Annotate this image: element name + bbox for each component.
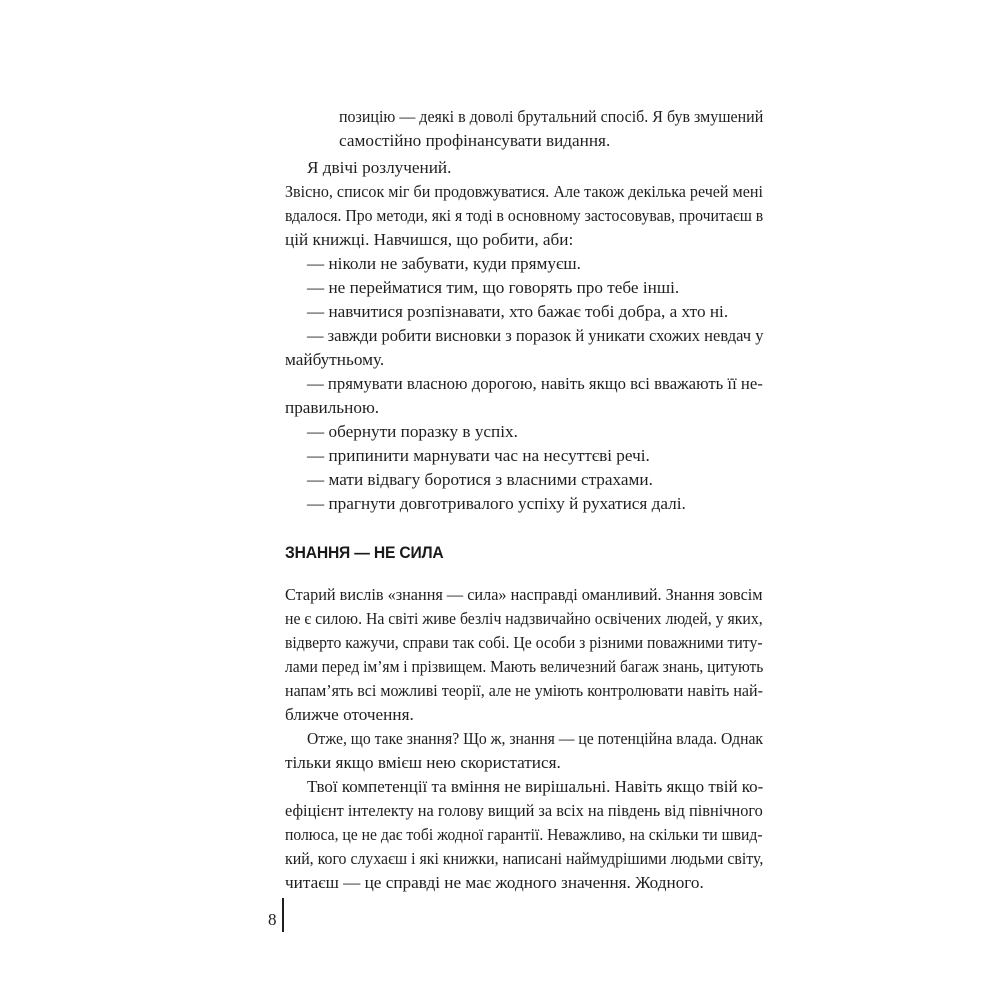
text-line: не є силою. На світі живе безліч надзвичайно освічених людей, у яких,	[285, 609, 763, 628]
text-line: ближче оточення.	[285, 705, 414, 724]
text-line: позицію — деякі в доволі брутальний спосіб. Я був змушений	[339, 107, 764, 126]
text-line: Твої компетенції та вміння не вирішальні. Навіть якщо твій ко-	[307, 777, 764, 796]
list-item: — ніколи не забувати, куди прямуєш.	[307, 254, 581, 273]
text-line: напам’ять всі можливі теорії, але не уміють контролювати навіть най-	[285, 681, 763, 700]
list-item: — припинити марнувати час на несуттєві речі.	[307, 446, 650, 465]
text-line: лами перед ім’ям і прізвищем. Мають величезний багаж знань, цитують	[285, 657, 764, 676]
text-line: Отже, що таке знання? Що ж, знання — це потенційна влада. Однак	[307, 729, 764, 748]
list-item: — прямувати власною дорогою, навіть якщо всі вважають її не-	[307, 374, 763, 393]
text-line: кий, кого слухаєш і які книжки, написані наймудрішими людьми світу,	[285, 849, 764, 868]
text-line: Я двічі розлучений.	[307, 158, 452, 177]
list-item: — не перейматися тим, що говорять про тебе інші.	[307, 278, 680, 297]
list-item: — мати відвагу боротися з власними страхами.	[307, 470, 653, 489]
section-heading: ЗНАННЯ — НЕ СИЛА	[285, 543, 444, 562]
page-number: 8	[268, 910, 277, 929]
text-line: Старий вислів «знання — сила» насправді оманливий. Знання зовсім	[285, 585, 763, 604]
list-item: — навчитися розпізнавати, хто бажає тобі добра, а хто ні.	[307, 302, 729, 321]
book-page	[285, 0, 763, 1000]
text-line: цій книжці. Навчишся, що робити, аби:	[285, 230, 574, 249]
text-line: самостійно профінансувати видання.	[339, 131, 611, 150]
list-item: — прагнути довготривалого успіху й рухатися далі.	[307, 494, 686, 513]
list-item: — завжди робити висновки з поразок й уникати схожих невдач у	[307, 326, 764, 345]
text-line: полюса, це не дає тобі жодної гарантії. Неважливо, на скільки ти швид-	[285, 825, 763, 844]
text-line: відверто кажучи, справи так собі. Це особи з різними поважними титу-	[285, 633, 763, 652]
text-line: тільки якщо вмієш нею скористатися.	[285, 753, 561, 772]
text-line: читаєш — це справді не має жодного значення. Жодного.	[285, 873, 704, 892]
list-item-continuation: правильною.	[285, 398, 380, 417]
page-number-rule	[282, 898, 284, 932]
text-line: Звісно, список міг би продовжуватися. Але також декілька речей мені	[285, 182, 763, 201]
list-item: — обернути поразку в успіх.	[307, 422, 518, 441]
text-line: ефіцієнт інтелекту на голову вищий за всіх на південь від північного	[285, 801, 763, 820]
text-line: вдалося. Про методи, які я тоді в основному застосовував, прочитаєш в	[285, 206, 764, 225]
list-item-continuation: майбутньому.	[285, 350, 385, 369]
